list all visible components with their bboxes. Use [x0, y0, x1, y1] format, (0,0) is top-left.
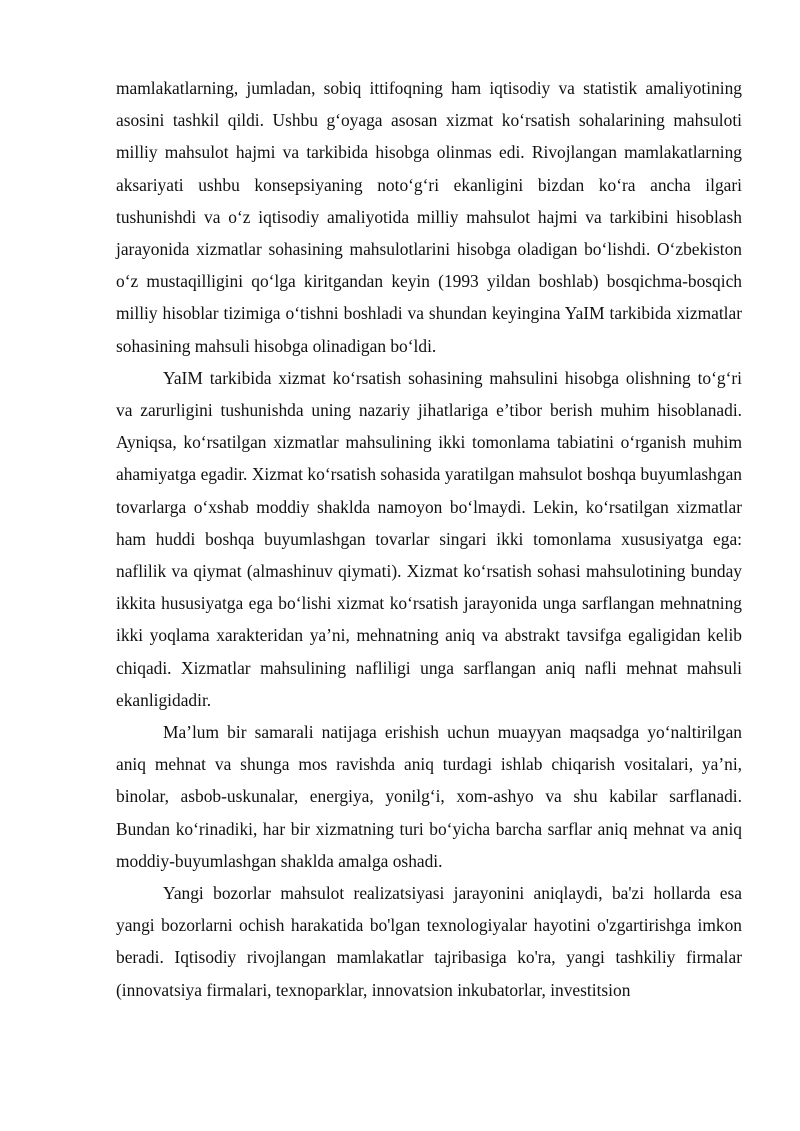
document-page — [116, 72, 742, 1006]
paragraph-concrete-labor: Ma’lum bir samarali natijaga erishish uchun muayyan maqsadga yo‘naltirilgan aniq mehnat va shunga mos ravishda aniq turdagi ishlab chiqarish vositalari, ya’ni, binolar, asbob-uskunalar, energiya, yonilg‘i, xom-ashyo va shu kabilar sarflanadi. Bundan ko‘rinadiki, har bir xizmatning turi bo‘yicha barcha sarflar aniq mehnat va aniq moddiy-buyumlashgan shaklda amalga oshadi. — [116, 722, 742, 871]
paragraph-services-gdp: YaIM tarkibida xizmat ko‘rsatish sohasining mahsulini hisobga olishning to‘g‘ri va zarurligini tushunishda uning nazariy jihatlariga e’tibor berish muhim hisoblanadi. Ayniqsa, ko‘rsatilgan xizmatlar mahsulining ikki tomonlama tabiatini o‘rganish muhim ahamiyatga egadir. Xizmat ko‘rsatish sohasida yaratilgan mahsulot boshqa buyumlashgan tovarlarga o‘xshab moddiy shaklda namoyon bo‘lmaydi. Lekin, ko‘rsatilgan xizmatlar ham huddi boshqa buyumlashgan tovarlar singari ikki tomonlama xususiyatga ega: naflilik va qiymat (almashinuv qiymati). Xizmat ko‘rsatish sohasi mahsulotining bunday ikkita hususiyatga ega bo‘lishi xizmat ko‘rsatish jarayonida unga sarflangan mehnatning ikki yoqlama xarakteridan ya’ni, mehnatning aniq va abstrakt tavsifga egaligidan kelib chiqadi. Xizmatlar mahsulining nafliligi unga sarflangan aniq nafli mehnat mahsuli ekanligidadir. — [116, 367, 742, 710]
paragraph-new-markets: Yangi bozorlar mahsulot realizatsiyasi jarayonini aniqlaydi, ba'zi hollarda esa yangi bozorlarni ochish harakatida bo'lgan texnologiyalar hayotini o'zgartirishga imkon beradi. Iqtisodiy rivojlangan mamlakatlar tajribasiga ko'ra, yangi tashkiliy firmalar (innovatsiya firmalari, texnoparklar, innovatsion inkubatorlar, investitsion — [116, 883, 742, 1000]
paragraph-continuation: mamlakatlarning, jumladan, sobiq ittifoqning ham iqtisodiy va statistik amaliyotining asosini tashkil qildi. Ushbu g‘oyaga asosan xizmat ko‘rsatish sohalarining mahsuloti milliy mahsulot hajmi va tarkibida hisobga olinmas edi. Rivojlangan mamlakatlarning aksariyati ushbu konsepsiyaning noto‘g‘ri ekanligini bizdan ko‘ra ancha ilgari tushunishdi va o‘z iqtisodiy amaliyotida milliy mahsulot hajmi va tarkibini hisoblash jarayonida xizmatlar sohasining mahsulotlarini hisobga oladigan bo‘lishdi. O‘zbekiston o‘z mustaqilligini qo‘lga kiritgandan keyin (1993 yildan boshlab) bosqichma-bosqich milliy hisoblar tizimiga o‘tishni boshladi va shundan keyingina YaIM tarkibida xizmatlar sohasining mahsuli hisobga olinadigan bo‘ldi. — [116, 78, 742, 356]
